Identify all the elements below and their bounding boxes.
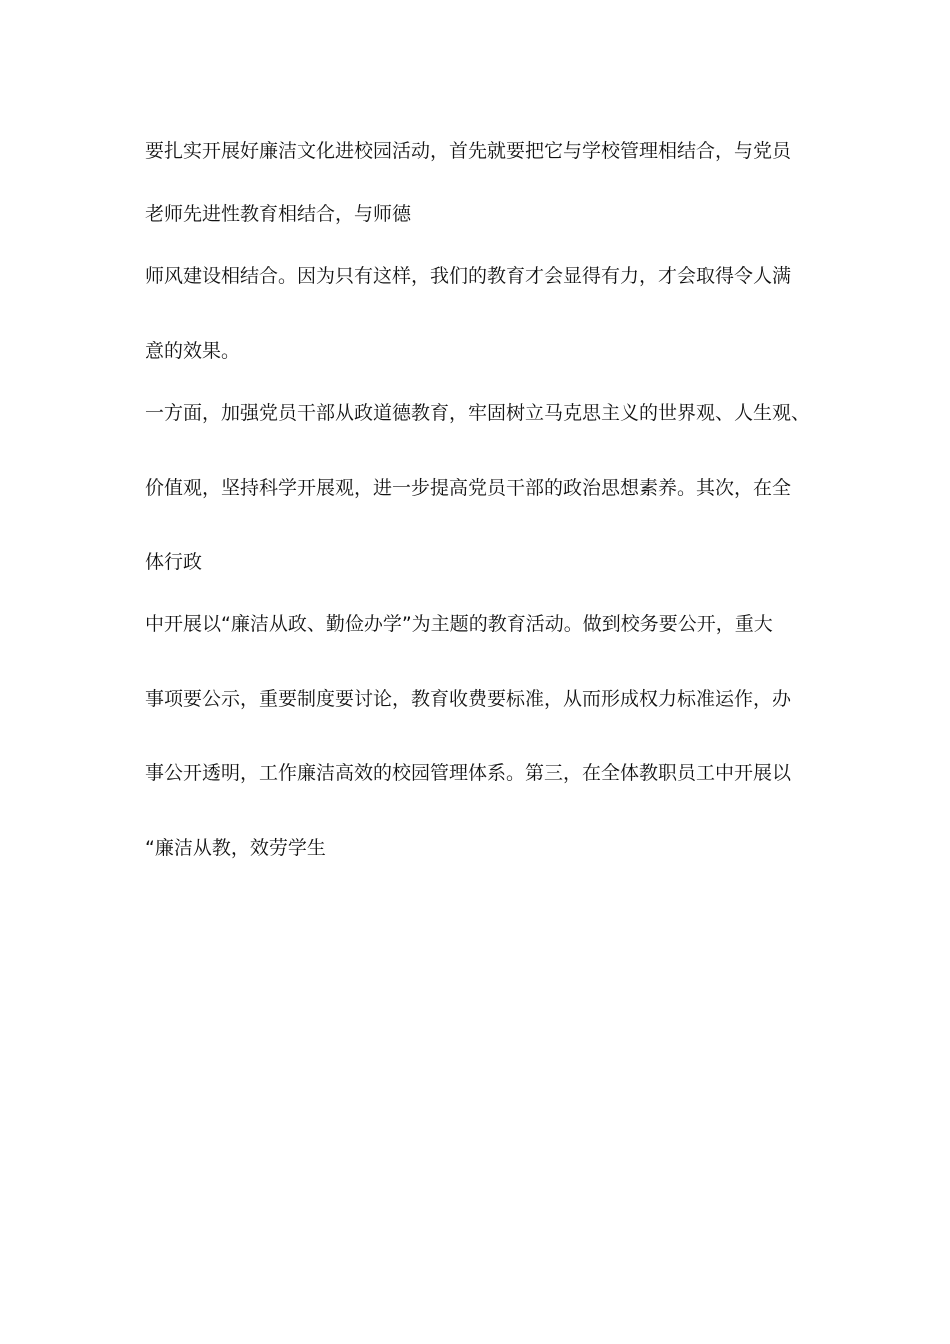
text-line: 老师先进性教育相结合，与师德	[145, 203, 412, 225]
text-line: 师风建设相结合。因为只有这样，我们的教育才会显得有力，才会取得令人满	[145, 265, 792, 287]
text-line: 体行政	[145, 551, 203, 573]
text-line: “廉洁从教，效劳学生	[145, 837, 326, 859]
text-line: 一方面，加强党员干部从政道德教育，牢固树立马克思主义的世界观、人生观、	[145, 402, 811, 424]
text-line: 意的效果。	[145, 340, 241, 362]
text-line: 中开展以“廉洁从政、勤俭办学”为主题的教育活动。做到校务要公开，重大	[145, 613, 773, 635]
text-line: 价值观，坚持科学开展观，进一步提高党员干部的政治思想素养。其次，在全	[145, 477, 792, 499]
text-line: 事公开透明，工作廉洁高效的校园管理体系。第三，在全体教职员工中开展以	[145, 762, 792, 784]
text-line: 要扎实开展好廉洁文化进校园活动，首先就要把它与学校管理相结合，与党员	[145, 140, 792, 162]
text-line: 事项要公示，重要制度要讨论，教育收费要标准，从而形成权力标准运作，办	[145, 688, 792, 710]
